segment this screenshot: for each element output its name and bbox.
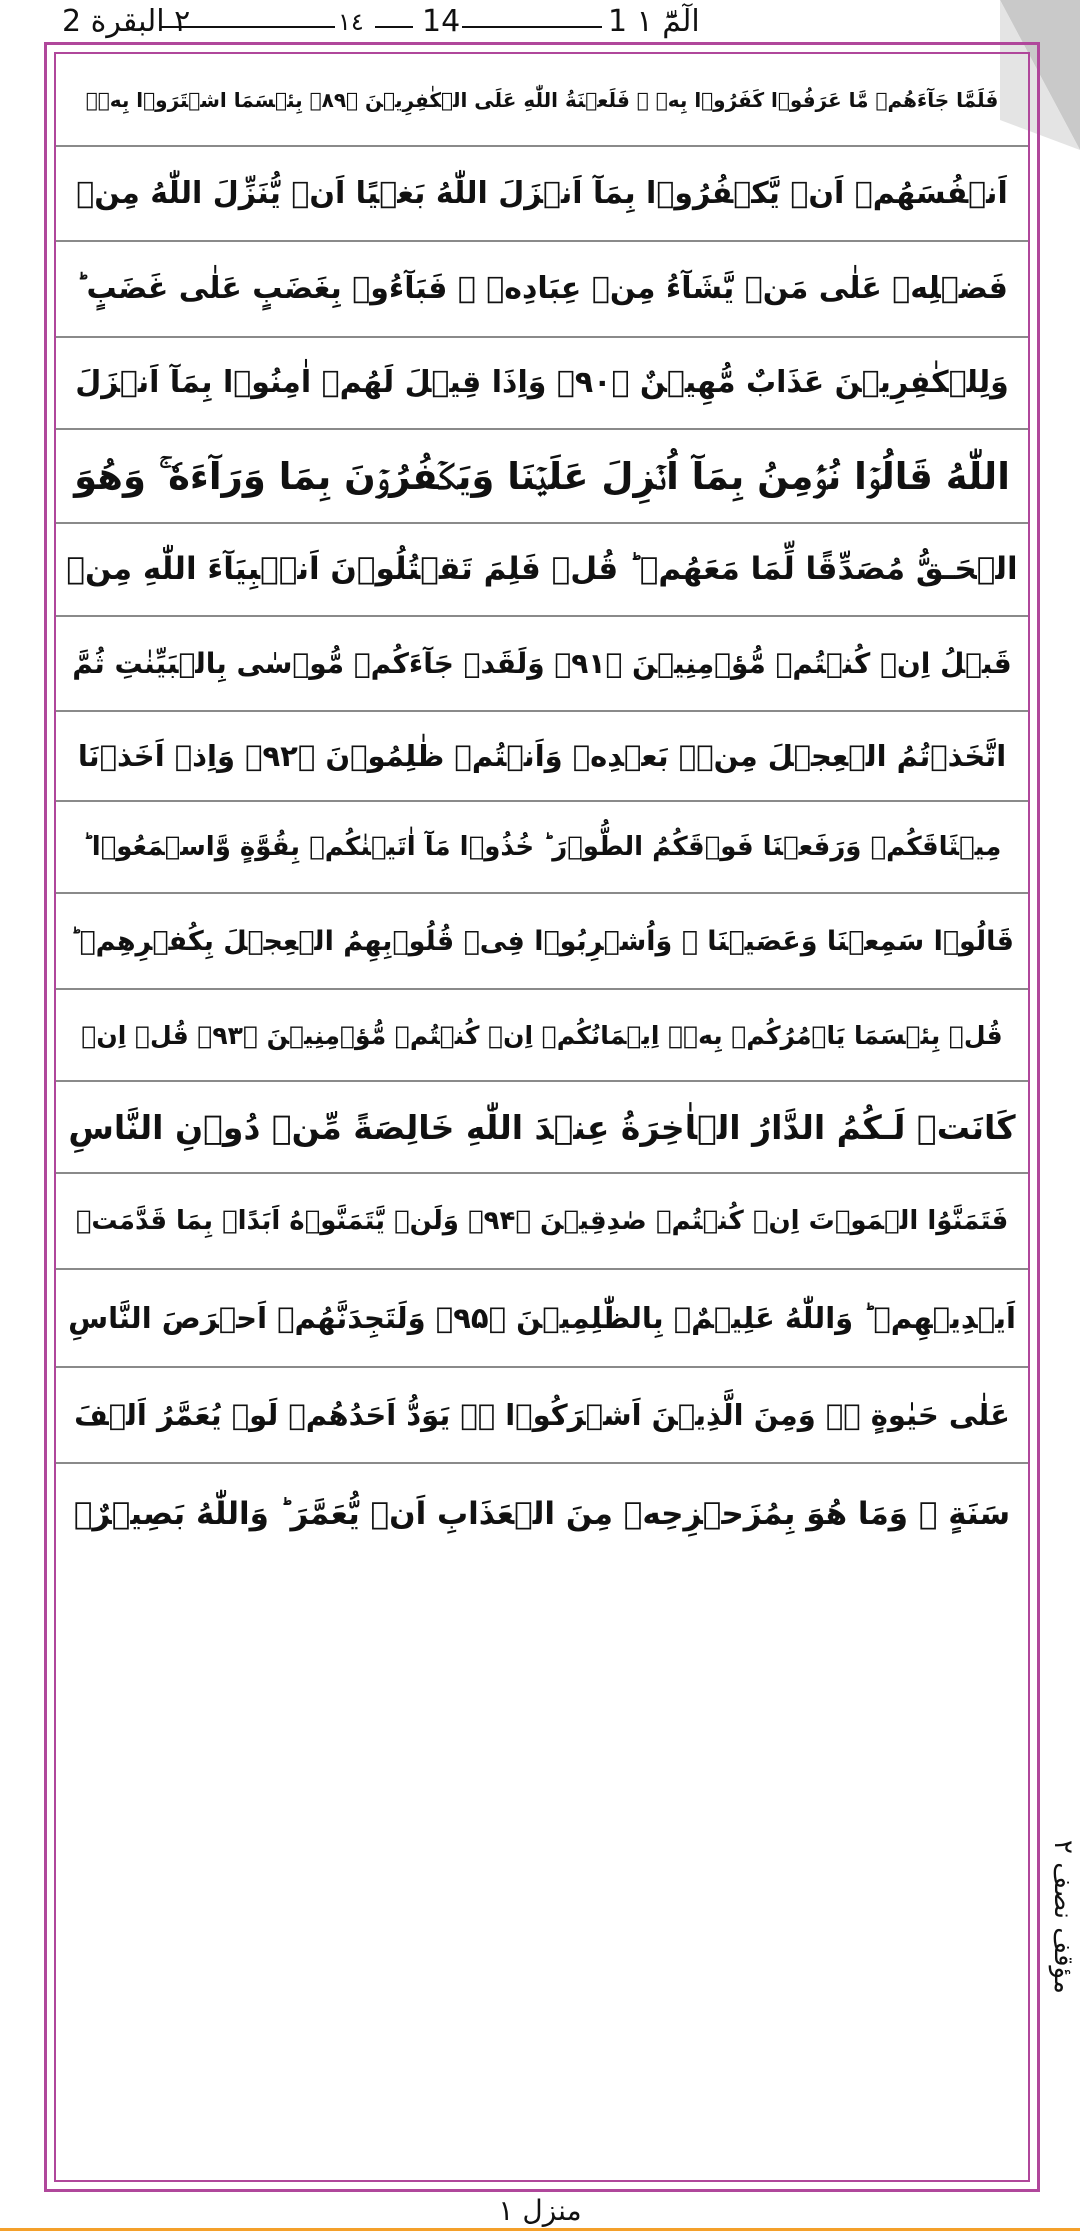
quran-line (56, 1082, 1028, 1174)
quran-line (56, 1464, 1028, 1564)
quran-line (56, 894, 1028, 990)
quran-line (56, 802, 1028, 894)
verse-text: اللّٰهُ قَالُوۡا نُؤۡمِنُ بِمَآ اُنۡزِلَ عَلَيۡنَا وَيَكۡفُرُوۡنَ بِمَا وَرَآءَهٗ ۚ وَهُوَ (74, 454, 1010, 498)
verse-text: اَيۡدِيۡهِمۡ ؕ وَاللّٰهُ عَلِيۡمٌۢ بِالظّٰلِمِيۡنَ ﴿۹۵﴾ وَلَتَجِدَنَّهُمۡ اَحۡرَصَ النَّاسِ (68, 1300, 1016, 1335)
quran-line (56, 617, 1028, 712)
verse-text: كَانَتۡ لَـكُمُ الدَّارُ الۡاٰخِرَةُ عِنۡدَ اللّٰهِ خَالِصَةً مِّنۡ دُوۡنِ النَّاسِ (68, 1107, 1016, 1147)
page-header (0, 0, 1080, 46)
margin-note: مؤقف نصف ٢ (1048, 1840, 1078, 1994)
quran-line (56, 430, 1028, 524)
juz-name: 1 الٓمّٓ ١ (608, 4, 700, 39)
quran-line (56, 712, 1028, 802)
quran-line (56, 147, 1028, 242)
verse-text: وَلِلۡكٰفِرِيۡنَ عَذَابٌ مُّهِيۡنٌ ﴿۹۰﴾ وَاِذَا قِيۡلَ لَهُمۡ اٰمِنُوۡا بِمَآ اَنۡزَلَ (75, 365, 1009, 400)
manzil-label: منزل ١ (498, 2194, 582, 2227)
verse-text: فَتَمَنَّوُا الۡمَوۡتَ اِنۡ كُنۡتُمۡ صٰدِقِيۡنَ ﴿۹۴﴾ وَلَنۡ يَّتَمَنَّوۡهُ اَبَدًاۢ بِمَا قَدَّمَتۡ (75, 1206, 1009, 1236)
quran-line (56, 54, 1028, 147)
surah-name: ٢ البقرة 2 (62, 4, 191, 39)
page-number: 14 (422, 4, 461, 39)
verse-text: مِيۡثَاقَكُمۡ وَرَفَعۡنَا فَوۡقَكُمُ الطُّوۡرَ ؕ خُذُوۡا مَآ اٰتَيۡنٰكُمۡ بِقُوَّةٍ وَّاسۡمَعُوۡا ؕ (82, 832, 1002, 862)
verse-text: الۡحَـقُّ مُصَدِّقًا لِّمَا مَعَهُمۡ ؕ قُلۡ فَلِمَ تَقۡتُلُوۡنَ اَنۡۢبِيَآءَ اللّٰهِ مِنۡ (66, 551, 1018, 587)
quran-line (56, 990, 1028, 1082)
verse-text: قَالُوۡا سَمِعۡنَا وَعَصَيۡنَا ۗ وَاُشۡرِبُوۡا فِىۡ قُلُوۡبِهِمُ الۡعِجۡلَ بِكُفۡرِهِمۡ ؕ (70, 925, 1014, 957)
quran-line (56, 524, 1028, 617)
verse-text: اَنۡفُسَهُمۡ اَنۡ يَّكۡفُرُوۡا بِمَآ اَنۡزَلَ اللّٰهُ بَغۡيًا اَنۡ يُّنَزِّلَ اللّٰهُ مِنۡ (76, 175, 1008, 211)
quran-line (56, 1368, 1028, 1464)
verse-text: اتَّخَذۡتُمُ الۡعِجۡلَ مِنۡۢ بَعۡدِهٖ وَاَنۡتُمۡ ظٰلِمُوۡنَ ﴿۹۲﴾ وَاِذۡ اَخَذۡنَا (77, 738, 1007, 773)
quran-line (56, 1270, 1028, 1368)
quran-line (56, 1174, 1028, 1270)
header-rule-mid-right (462, 26, 602, 28)
verse-text: قَبۡلُ اِنۡ كُنۡتُمۡ مُّؤۡمِنِيۡنَ ﴿۹۱﴾ وَلَقَدۡ جَآءَكُمۡ مُّوۡسٰى بِالۡبَيِّنٰتِ ثُمَّ (72, 646, 1012, 680)
verse-text: فَضۡلِهٖ عَلٰى مَنۡ يَّشَآءُ مِنۡ عِبَادِهٖ ۚ فَبَآءُوۡ بِغَضَبٍ عَلٰى غَضَبٍ ؕ (76, 271, 1008, 306)
quran-text-block (56, 54, 1028, 2180)
quran-line (56, 338, 1028, 430)
footer-rule (0, 2228, 1080, 2231)
verse-text: عَلٰى حَيٰوةٍ ۛۚ وَمِنَ الَّذِيۡنَ اَشۡرَكُوۡا ۛۚ يَوَدُّ اَحَدُهُمۡ لَوۡ يُعَمَّرُ اَلۡفَ (74, 1397, 1010, 1432)
verse-text: سَنَةٍ ۚ وَمَا هُوَ بِمُزَحۡزِحِهٖ مِنَ الۡعَذَابِ اَنۡ يُّعَمَّرَ ؕ وَاللّٰهُ بَصِيۡرٌۢ (73, 1495, 1011, 1532)
header-rule-mid-left (375, 26, 413, 28)
verse-text: فَلَمَّا جَآءَهُمۡ مَّا عَرَفُوۡا كَفَرُوۡا بِهٖ ۡ فَلَعۡنَةُ اللّٰهِ عَلَى الۡكٰفِرِيۡنَ ﴿۸۹﴾ بِئۡسَمَا اشۡتَرَوۡا بِهٖۤ (85, 87, 999, 112)
page-number-urdu: ١٤ (338, 8, 364, 36)
quran-line (56, 242, 1028, 338)
page-footer (0, 2194, 1080, 2233)
verse-text: قُلۡ بِئۡسَمَا يَاۡمُرُكُمۡ بِهٖۤ اِيۡمَانُكُمۡ اِنۡ كُنۡتُمۡ مُّؤۡمِنِيۡنَ ﴿۹۳﴾ قُلۡ اِنۡ (81, 1020, 1003, 1050)
